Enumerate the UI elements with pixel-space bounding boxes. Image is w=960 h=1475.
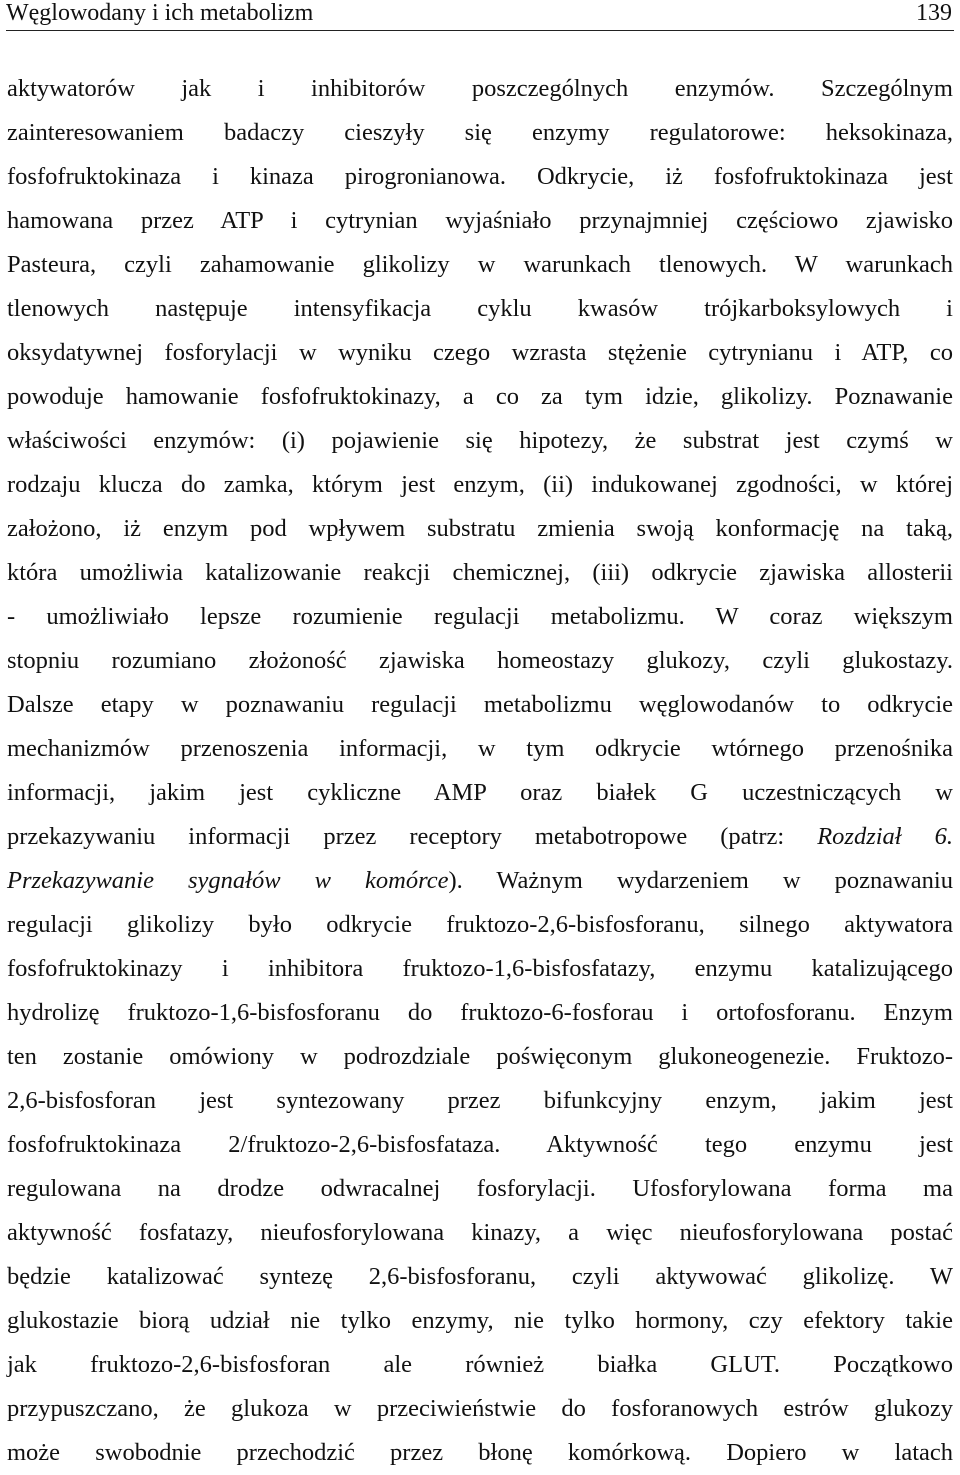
text-line: jak fruktozo-2,6-bisfosforan ale również białka GLUT. Początkowo xyxy=(7,1351,953,1378)
text-line: - umożliwiało lepsze rozumienie regulacji metabolizmu. W coraz większym xyxy=(7,603,953,630)
text-line: fosfofruktokinaza 2/fruktozo-2,6-bisfosfataza. Aktywność tego enzymu jest xyxy=(7,1131,953,1158)
text-line: hydrolizę fruktozo-1,6-bisfosforanu do fruktozo-6-fosforau i ortofosforanu. Enzym xyxy=(7,999,953,1026)
text-line: założono, iż enzym pod wpływem substratu zmienia swoją konformację na taką, xyxy=(7,515,953,542)
text-line: oksydatywnej fosforylacji w wyniku czego wzrasta stężenie cytrynianu i ATP, co xyxy=(7,339,953,366)
chapter-reference: Rozdział 6. xyxy=(817,823,953,850)
text-line: fosfofruktokinazy i inhibitora fruktozo-1,6-bisfosfatazy, enzymu katalizującego xyxy=(7,955,953,982)
text-run: ). Ważnym wydarzeniem w poznawaniu xyxy=(448,867,953,894)
text-line: będzie katalizować syntezę 2,6-bisfosforanu, czyli aktywować glikolizę. W xyxy=(7,1263,953,1290)
text-run: przekazywaniu informacji przez receptory metabotropowe (patrz: xyxy=(7,823,818,850)
text-line xyxy=(7,815,953,859)
text-line: stopniu rozumiano złożoność zjawiska homeostazy glukozy, czyli glukostazy. xyxy=(7,647,953,674)
text-line: Dalsze etapy w poznawaniu regulacji metabolizmu węglowodanów to odkrycie xyxy=(7,691,953,718)
text-line: aktywność fosfatazy, nieufosforylowana kinazy, a więc nieufosforylowana postać xyxy=(7,1219,953,1246)
text-line: która umożliwia katalizowanie reakcji chemicznej, (iii) odkrycie zjawiska allosterii xyxy=(7,559,953,586)
text-line: regulacji glikolizy było odkrycie fruktozo-2,6-bisfosforanu, silnego aktywatora xyxy=(7,911,953,938)
text-line: zainteresowaniem badaczy cieszyły się enzymy regulatorowe: heksokinaza, xyxy=(7,119,953,146)
text-line: powoduje hamowanie fosfofruktokinazy, a co za tym idzie, glikolizy. Poznawanie xyxy=(7,383,953,410)
text-line: hamowana przez ATP i cytrynian wyjaśniało przynajmniej częściowo zjawisko xyxy=(7,207,953,234)
chapter-reference-title: Przekazywanie sygnałów w komórce xyxy=(7,867,449,894)
body-text xyxy=(7,67,953,1475)
text-line xyxy=(7,859,953,903)
page-number: 139 xyxy=(916,0,952,26)
text-line: 2,6-bisfosforan jest syntezowany przez bifunkcyjny enzym, jakim jest xyxy=(7,1087,953,1114)
text-line: rodzaju klucza do zamka, którym jest enzym, (ii) indukowanej zgodności, w której xyxy=(7,471,953,498)
text-line: właściwości enzymów: (i) pojawienie się hipotezy, że substrat jest czymś w xyxy=(7,427,953,454)
text-line: przypuszczano, że glukoza w przeciwieństwie do fosforanowych estrów glukozy xyxy=(7,1395,953,1422)
text-line: ten zostanie omówiony w podrozdziale poświęconym glukoneogenezie. Fruktozo- xyxy=(7,1043,953,1070)
running-header xyxy=(6,0,954,31)
text-line: mechanizmów przenoszenia informacji, w tym odkrycie wtórnego przenośnika xyxy=(7,735,953,762)
text-line: może swobodnie przechodzić przez błonę komórkową. Dopiero w latach xyxy=(7,1439,953,1466)
text-line: glukostazie biorą udział nie tylko enzymy, nie tylko hormony, czy efektory takie xyxy=(7,1307,953,1334)
text-line: regulowana na drodze odwracalnej fosforylacji. Ufosforylowana forma ma xyxy=(7,1175,953,1202)
text-line: informacji, jakim jest cykliczne AMP oraz białek G uczestniczących w xyxy=(7,779,953,806)
text-line: fosfofruktokinaza i kinaza pirogronianowa. Odkrycie, iż fosfofruktokinaza jest xyxy=(7,163,953,190)
text-line: tlenowych następuje intensyfikacja cyklu kwasów trójkarboksylowych i xyxy=(7,295,953,322)
text-line: Pasteura, czyli zahamowanie glikolizy w warunkach tlenowych. W warunkach xyxy=(7,251,953,278)
chapter-title: Węglowodany i ich metabolizm xyxy=(6,0,314,26)
text-line: aktywatorów jak i inhibitorów poszczególnych enzymów. Szczególnym xyxy=(7,75,953,102)
